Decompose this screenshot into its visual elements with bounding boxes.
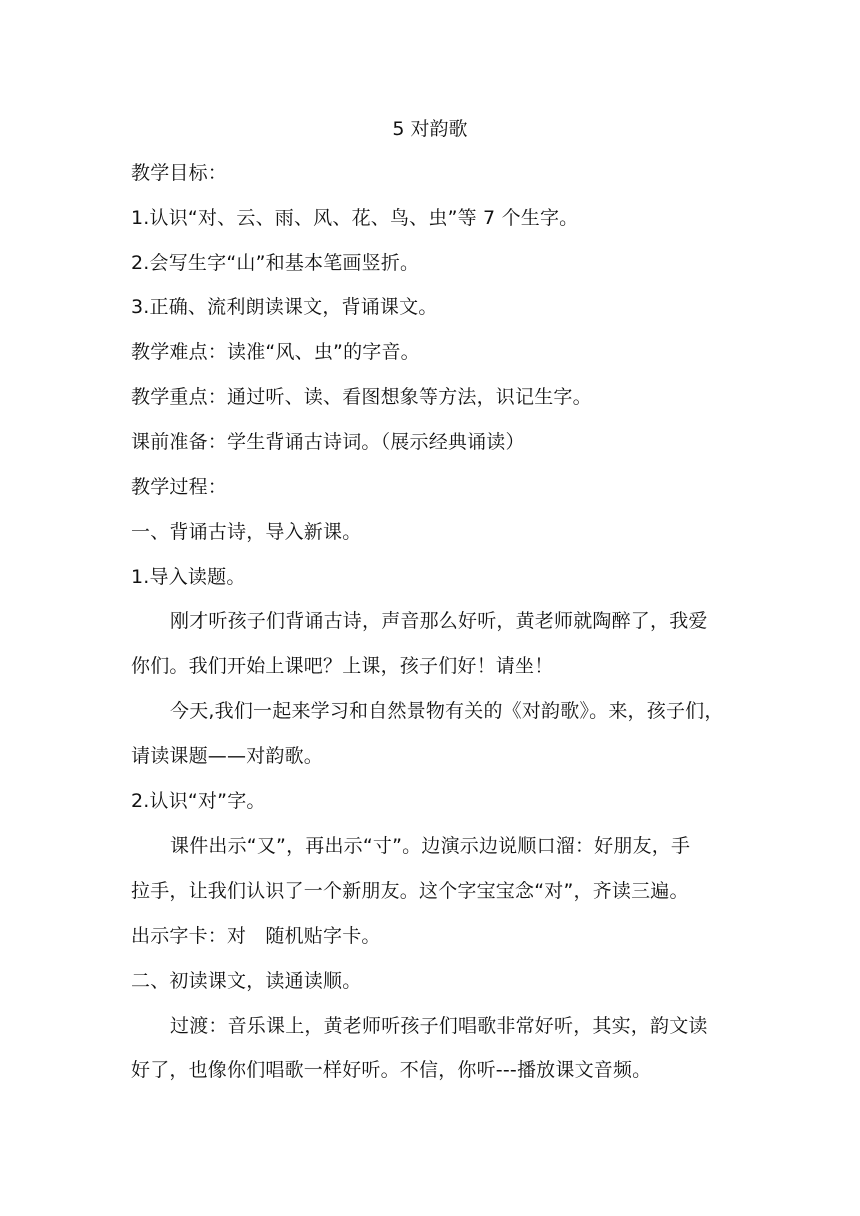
section-heading-teaching-process: 教学过程： xyxy=(131,476,228,498)
paragraph-line: 刚才听孩子们背诵古诗，声音那么好听，黄老师就陶醉了，我爱 xyxy=(170,610,708,632)
class-preparation: 课前准备：学生背诵古诗词。（展示经典诵读） xyxy=(131,431,525,453)
paragraph-line: 课件出示“又”，再出示“寸”。边演示边说顺口溜：好朋友，手 xyxy=(170,835,691,857)
paragraph-line: 过渡：音乐课上，黄老师听孩子们唱歌非常好听，其实，韵文读 xyxy=(170,1015,708,1037)
paragraph-line: 拉手，让我们认识了一个新朋友。这个字宝宝念“对”，齐读三遍。 xyxy=(131,880,689,902)
paragraph-line: 今天,我们一起来学习和自然景物有关的《对韵歌》。来，孩子们， xyxy=(170,700,724,722)
teaching-focus: 教学重点：通过听、读、看图想象等方法，识记生字。 xyxy=(131,386,592,408)
part-heading-1: 一、背诵古诗，导入新课。 xyxy=(131,521,362,543)
goal-item-2: 2.会写生字“山”和基本笔画竖折。 xyxy=(131,252,420,274)
document-title: 5 对韵歌 xyxy=(392,118,468,140)
step-heading-2: 2.认识“对”字。 xyxy=(131,790,266,812)
goal-item-3: 3.正确、流利朗读课文，背诵课文。 xyxy=(131,296,438,318)
paragraph-line: 好了，也像你们唱歌一样好听。不信，你听---播放课文音频。 xyxy=(131,1059,652,1081)
teaching-difficulty: 教学难点：读准“风、虫”的字音。 xyxy=(131,341,420,363)
paragraph-line: 你们。我们开始上课吧？上课，孩子们好！请坐！ xyxy=(131,655,554,677)
goal-item-1: 1.认识“对、云、雨、风、花、鸟、虫”等 7 个生字。 xyxy=(131,207,579,229)
paragraph-line: 请读课题——对韵歌。 xyxy=(131,745,324,767)
section-heading-teaching-goals: 教学目标： xyxy=(131,162,228,184)
paragraph-line: 出示字卡：对 随机贴字卡。 xyxy=(131,925,381,947)
step-heading-1: 1.导入读题。 xyxy=(131,566,246,588)
part-heading-2: 二、初读课文，读通读顺。 xyxy=(131,970,362,992)
